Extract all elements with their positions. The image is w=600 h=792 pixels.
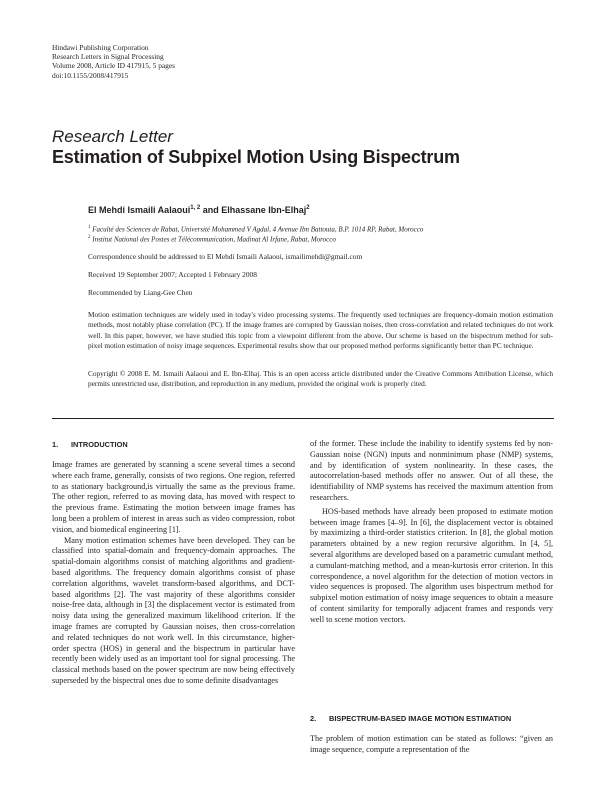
affiliation — [88, 235, 336, 243]
right-column-continued — [310, 734, 553, 756]
body-paragraph: Many motion estimation schemes have been developed. They can be classified into spatial-domain and frequency-domain approaches. The spatial-domain algorithms consist of matching algorithms and gradient-based algorithms. The frequency domain algorithms consist of phase correlation algorithms, wavelet transform-based algorithms, and DCT-based algorithms [2]. The vast majority of these algorithms consider noise-free data, although in [3] the displacement vector is estimated from noisy data using the generalized maximum likelihood criterion. If the image frames are corrupted by Gaussian noises, then cross-correlation and related techniques do not work well. In this circumstance, higher-order spectra (HOS) in general and the bispectrum in particular have recently been widely used as an important tool for signal processing. The classical methods based on the power spectrum are now being effectively superseded by the bispectral ones due to some definite disadvantages — [52, 535, 295, 685]
affiliation-marker: 1, 2 — [190, 205, 201, 211]
body-paragraph: HOS-based methods have already been proposed to estimate motion between image frames [4–9]. In [6], the displacement vector is obtained by maximizing a third-order statistics criterion. In [8], the global motion parameters obtained by a new region recursive algorithm. In [4, 5], several algorithms are developed based on a parametric cumulant method, a cumulant-matching method, and a mean-kurtosis error criterion. In this correspondence, a novel algorithm for the detection of motion vectors in video sequences is proposed. The algorithm uses bispectrum method for subpixel motion estimation of noisy image sequences to obtain a measure of content similarity for temporally adjacent frames and responds very well to scene motion vectors. — [310, 506, 553, 624]
right-column — [310, 439, 553, 626]
body-paragraph: The problem of motion estimation can be stated as follows: “given an image sequence, compute a representation of the — [310, 734, 553, 754]
section-number: 2. — [310, 714, 317, 723]
doi: doi:10.1155/2008/417915 — [52, 70, 129, 80]
copyright-notice: Copyright © 2008 E. M. Ismaili Aalaoui and E. Ibn-Elhaj. This is an open access article distributed under the Creative Commons Attribution License, which permits unrestricted use, distribution, and reproduction in any medium, provided the original work is properly cited. — [88, 369, 553, 389]
body-paragraph: of the former. These include the inability to identify systems fed by non-Gaussian noise (NGN) inputs and nonminimum phase (NMP) systems, and by identification of system nonlinearity. In these cases, the autocorrelation-based methods offer no answer. Out of all these, the identifiability of NMP systems has received the maximum attention from researchers. — [310, 439, 553, 502]
volume-info: Volume 2008, Article ID 417915, 5 pages — [52, 61, 176, 71]
section-heading — [52, 440, 128, 449]
recommended-by: Recommended by Liang-Gee Chen — [88, 288, 193, 297]
article-type: Research Letter — [52, 127, 173, 146]
journal-name: Research Letters in Signal Processing — [52, 52, 164, 62]
paper-title: Estimation of Subpixel Motion Using Bispectrum — [52, 147, 460, 167]
section-divider — [52, 418, 554, 419]
affiliation-marker: 1 — [88, 225, 91, 230]
affiliation — [88, 225, 423, 233]
body-paragraph: Image frames are generated by scanning a scene several times a second where each frame, generally, consists of two regions. One region, referred to as stationary background,is virtually the same as the previous frame. The other region, referred to as moving data, has moved with respect to the previous frame. Estimating the motion between image frames has long been a problem of interest in areas such as video compression, robot vision, and biomedical engineering [1]. — [52, 460, 295, 534]
section-number: 1. — [52, 440, 59, 449]
affiliation-marker: 2 — [306, 205, 310, 211]
correspondence: Correspondence should be addressed to El Mehdi Ismaili Aalaoui, ismailimehdi@gmail.com — [88, 252, 363, 261]
publisher: Hindawi Publishing Corporation — [52, 43, 149, 52]
journal-header — [52, 43, 175, 80]
author-name: Elhassane Ibn-Elhaj — [221, 205, 307, 215]
author-name: El Mehdi Ismaili Aalaoui — [88, 205, 191, 215]
left-column — [52, 460, 295, 687]
abstract: Motion estimation techniques are widely used in today's video processing systems. The frequently used techniques are frequency-domain motion estimation methods, most notably phase correlation (PC). If the image frames are corrupted by Gaussian noises, then cross-correlation and related techniques do not work well. In this paper, however, we have studied this topic from a viewpoint different from the above. Our scheme is based on the bispectrum method for sub-pixel motion estimation of noisy image sequences. Experimental results show that our proposed method performs significantly better than PC technique. — [88, 310, 553, 350]
affiliation-text: Faculté des Sciences de Rabat, Université Mohammed V Agdal, 4 Avenue Ibn Battouta, B.P. 1014 RP, Rabat, Morocco — [92, 225, 424, 234]
affiliation-text: Institut National des Postes et Télécommunication, Madinat Al Irfane, Rabat, Morocco — [92, 235, 336, 244]
section-heading — [310, 714, 511, 723]
author-line — [88, 205, 310, 215]
affiliation-marker: 2 — [88, 235, 91, 240]
author-joiner: and — [200, 205, 222, 215]
section-title: BISPECTRUM-BASED IMAGE MOTION ESTIMATION — [329, 714, 512, 723]
received-dates: Received 19 September 2007; Accepted 1 February 2008 — [88, 270, 257, 279]
section-title: INTRODUCTION — [71, 440, 128, 449]
